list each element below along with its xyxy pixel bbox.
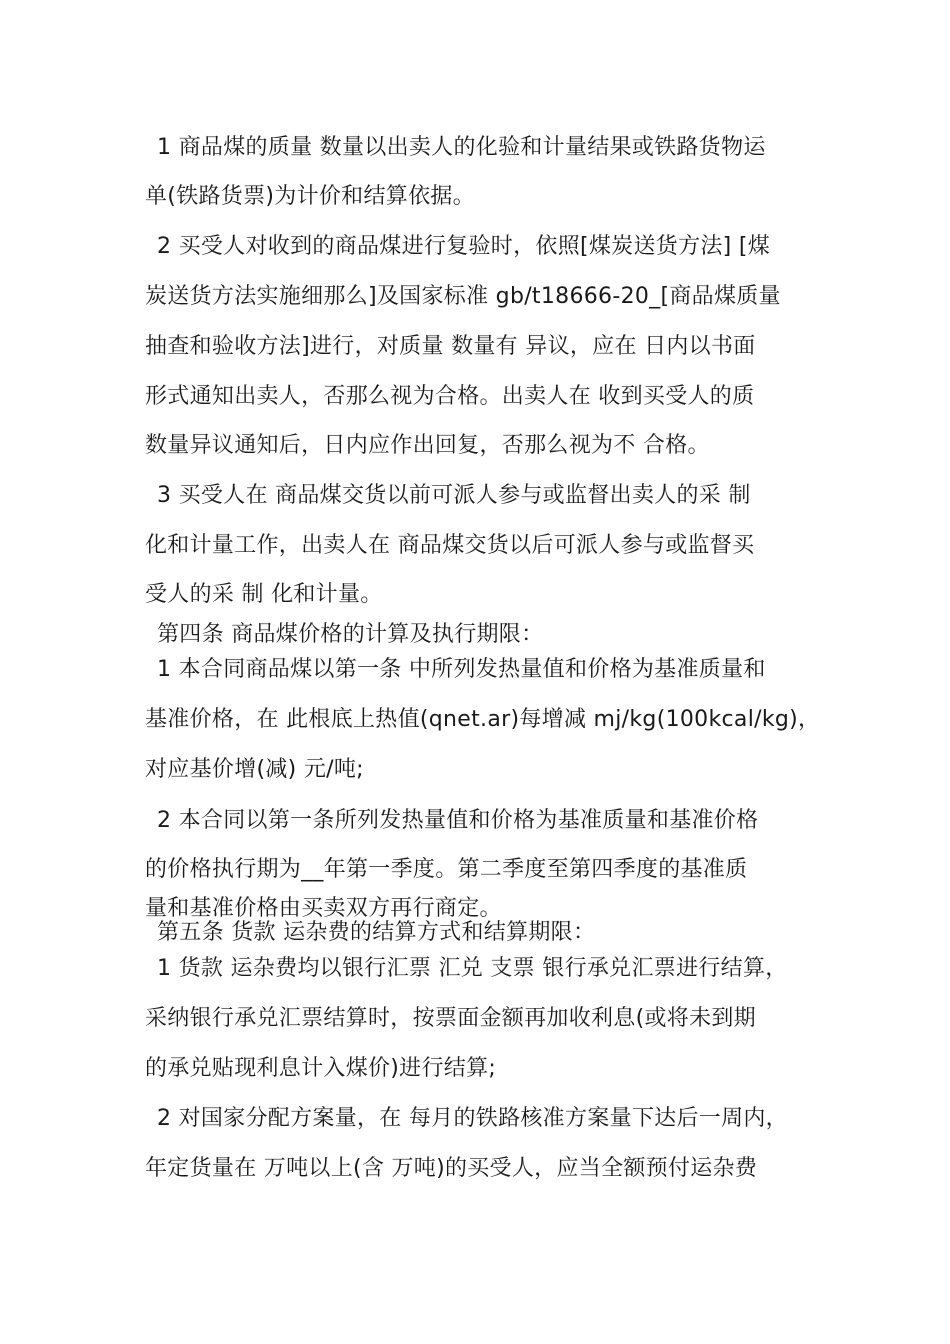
section-heading: 第四条 商品煤价格的计算及执行期限：	[157, 622, 544, 647]
text-line: 抽查和验收方法]进行，对质量 数量有 异议，应在 日内以书面	[145, 334, 756, 359]
text-line: 炭送货方法实施细那么]及国家标准 gb/t18666-20_[商品煤质量	[145, 284, 781, 309]
text-line: 受人的采 制 化和计量。	[145, 582, 383, 607]
text-line: 采纳银行承兑汇票结算时，按票面金额再加收利息(或将未到期	[145, 1006, 756, 1031]
text-line: 年定货量在 万吨以上(含 万吨)的买受人，应当全额预付运杂费	[145, 1156, 758, 1181]
text-line: 数量异议通知后，日内应作出回复，否那么视为不 合格。	[145, 433, 710, 458]
text-line: 化和计量工作，出卖人在 商品煤交货以后可派人参与或监督买	[145, 533, 755, 558]
text-line: 2 本合同以第一条所列发热量值和价格为基准质量和基准价格	[157, 808, 759, 833]
text-line: 基准价格，在 此根底上热值(qnet.ar)每增减 mj/kg(100kcal/kg)，	[145, 707, 821, 732]
text-line: 2 买受人对收到的商品煤进行复验时，依照[煤炭送货方法] [煤	[157, 234, 771, 259]
section-heading: 第五条 货款 运杂费的结算方式和结算期限：	[157, 920, 596, 945]
text-line: 的价格执行期为__年第一季度。第二季度至第四季度的基准质	[145, 857, 748, 882]
text-line: 对应基价增(减) 元/吨;	[145, 757, 364, 782]
text-line: 1 本合同商品煤以第一条 中所列发热量值和价格为基准质量和	[157, 657, 766, 682]
text-line: 2 对国家分配方案量，在 每月的铁路核准方案量下达后一周内，	[157, 1106, 788, 1131]
text-line: 1 货款 运杂费均以银行汇票 汇兑 支票 银行承兑汇票进行结算，	[157, 956, 788, 981]
text-line: 的承兑贴现利息计入煤价)进行结算;	[145, 1056, 497, 1081]
text-line: 形式通知出卖人，否那么视为合格。出卖人在 收到买受人的质	[145, 384, 755, 409]
text-line: 单(铁路货票)为计价和结算依据。	[145, 184, 475, 209]
text-line: 量和基准价格由买卖双方再行商定。	[145, 896, 502, 921]
text-line: 3 买受人在 商品煤交货以前可派人参与或监督出卖人的采 制	[157, 483, 751, 508]
text-line: 1 商品煤的质量 数量以出卖人的化验和计量结果或铁路货物运	[157, 135, 766, 160]
